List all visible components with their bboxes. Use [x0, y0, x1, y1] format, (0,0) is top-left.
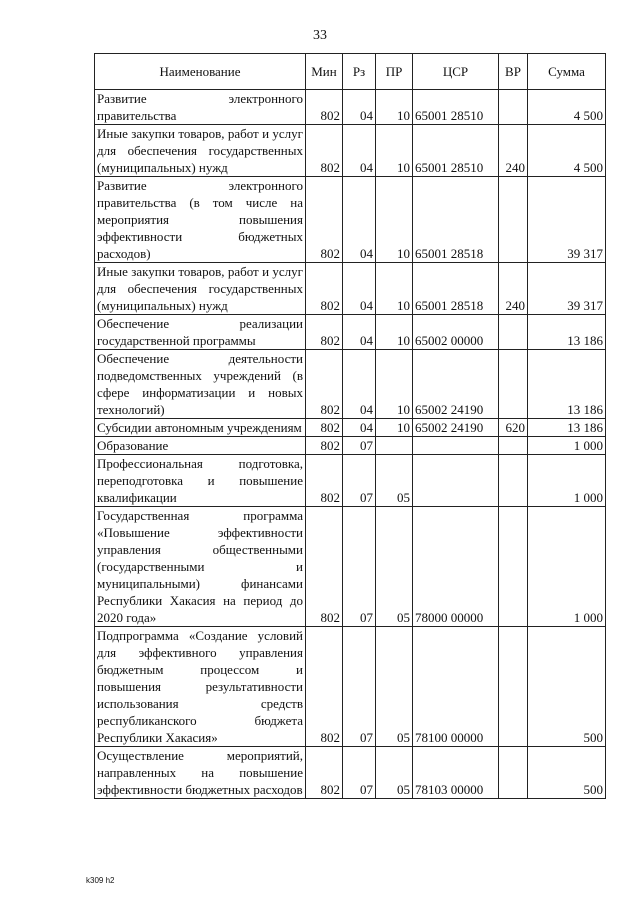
row-min: 802	[306, 263, 343, 315]
row-name: Развитие электронного правительства (в том числе на мероприятия повышения эффективности бюджетных расходов)	[95, 177, 306, 263]
row-vr	[499, 437, 528, 455]
row-pr: 10	[376, 350, 413, 419]
row-min: 802	[306, 437, 343, 455]
row-pr: 10	[376, 263, 413, 315]
row-pr: 10	[376, 90, 413, 125]
footer-code: k309 h2	[86, 876, 115, 885]
header-vr: ВР	[499, 54, 528, 90]
row-sum: 13 186	[528, 350, 606, 419]
row-sum: 13 186	[528, 315, 606, 350]
row-sum: 1 000	[528, 455, 606, 507]
table-row	[95, 627, 606, 747]
row-min: 802	[306, 419, 343, 437]
table-row	[95, 350, 606, 419]
row-name: Обеспечение деятельности подведомственных учреждений (в сфере информатизации и новых технологий)	[95, 350, 306, 419]
row-vr	[499, 350, 528, 419]
row-csr: 65001 28510	[413, 90, 499, 125]
header-name: Наименование	[95, 54, 306, 90]
row-vr: 240	[499, 263, 528, 315]
row-min: 802	[306, 747, 343, 799]
row-rz: 04	[343, 350, 376, 419]
row-vr	[499, 177, 528, 263]
table-row	[95, 747, 606, 799]
row-rz: 04	[343, 177, 376, 263]
row-name: Осуществление мероприятий, направленных на повышение эффективности бюджетных расходов	[95, 747, 306, 799]
row-name: Обеспечение реализации государственной программы	[95, 315, 306, 350]
budget-table	[94, 53, 606, 799]
row-sum: 1 000	[528, 507, 606, 627]
row-csr: 65002 24190	[413, 419, 499, 437]
header-rz: Рз	[343, 54, 376, 90]
row-vr	[499, 90, 528, 125]
page-number: 33	[313, 28, 327, 43]
table-row	[95, 125, 606, 177]
row-vr	[499, 315, 528, 350]
table-row	[95, 455, 606, 507]
row-pr: 05	[376, 747, 413, 799]
row-csr: 78100 00000	[413, 627, 499, 747]
row-csr	[413, 455, 499, 507]
row-min: 802	[306, 315, 343, 350]
row-sum: 39 317	[528, 177, 606, 263]
row-vr: 620	[499, 419, 528, 437]
table-row	[95, 315, 606, 350]
row-name: Иные закупки товаров, работ и услуг для обеспечения государственных (муниципальных) нужд	[95, 125, 306, 177]
row-vr: 240	[499, 125, 528, 177]
row-min: 802	[306, 90, 343, 125]
row-pr: 05	[376, 627, 413, 747]
table-row	[95, 177, 606, 263]
row-vr	[499, 627, 528, 747]
row-vr	[499, 747, 528, 799]
row-min: 802	[306, 350, 343, 419]
row-pr: 10	[376, 125, 413, 177]
row-rz: 04	[343, 90, 376, 125]
row-pr: 10	[376, 315, 413, 350]
row-csr: 65001 28518	[413, 263, 499, 315]
row-rz: 07	[343, 437, 376, 455]
table-row	[95, 507, 606, 627]
row-min: 802	[306, 177, 343, 263]
header-sum: Сумма	[528, 54, 606, 90]
table-row	[95, 437, 606, 455]
row-vr	[499, 507, 528, 627]
row-name: Иные закупки товаров, работ и услуг для обеспечения государственных (муниципальных) нужд	[95, 263, 306, 315]
header-pr: ПР	[376, 54, 413, 90]
row-sum: 4 500	[528, 125, 606, 177]
row-sum: 500	[528, 747, 606, 799]
row-pr: 05	[376, 455, 413, 507]
row-vr	[499, 455, 528, 507]
row-rz: 07	[343, 747, 376, 799]
header-min: Мин	[306, 54, 343, 90]
row-rz: 07	[343, 627, 376, 747]
row-name: Субсидии автономным учреждениям	[95, 419, 306, 437]
row-sum: 39 317	[528, 263, 606, 315]
row-name: Развитие электронного правительства	[95, 90, 306, 125]
row-name: Подпрограмма «Создание условий для эффективного управления бюджетным процессом и повышения результативности использования средств республиканского бюджета Республики Хакасия»	[95, 627, 306, 747]
row-rz: 07	[343, 455, 376, 507]
row-name: Государственная программа «Повышение эффективности управления общественными (государственными и муниципальными) финансами Республики Хакасия на период до 2020 года»	[95, 507, 306, 627]
row-min: 802	[306, 627, 343, 747]
row-pr: 10	[376, 419, 413, 437]
row-pr: 10	[376, 177, 413, 263]
row-min: 802	[306, 507, 343, 627]
row-sum: 500	[528, 627, 606, 747]
row-pr	[376, 437, 413, 455]
row-csr: 78103 00000	[413, 747, 499, 799]
table-row	[95, 419, 606, 437]
row-csr: 65002 24190	[413, 350, 499, 419]
table-row	[95, 263, 606, 315]
row-rz: 04	[343, 315, 376, 350]
row-sum: 1 000	[528, 437, 606, 455]
row-pr: 05	[376, 507, 413, 627]
row-csr	[413, 437, 499, 455]
row-rz: 07	[343, 507, 376, 627]
row-csr: 65001 28518	[413, 177, 499, 263]
table-row	[95, 90, 606, 125]
row-sum: 4 500	[528, 90, 606, 125]
header-csr: ЦСР	[413, 54, 499, 90]
row-csr: 65001 28510	[413, 125, 499, 177]
row-name: Профессиональная подготовка, переподготовка и повышение квалификации	[95, 455, 306, 507]
row-min: 802	[306, 125, 343, 177]
table-header-row	[95, 54, 606, 90]
row-rz: 04	[343, 263, 376, 315]
row-name: Образование	[95, 437, 306, 455]
row-csr: 78000 00000	[413, 507, 499, 627]
row-csr: 65002 00000	[413, 315, 499, 350]
row-min: 802	[306, 455, 343, 507]
row-sum: 13 186	[528, 419, 606, 437]
row-rz: 04	[343, 125, 376, 177]
row-rz: 04	[343, 419, 376, 437]
